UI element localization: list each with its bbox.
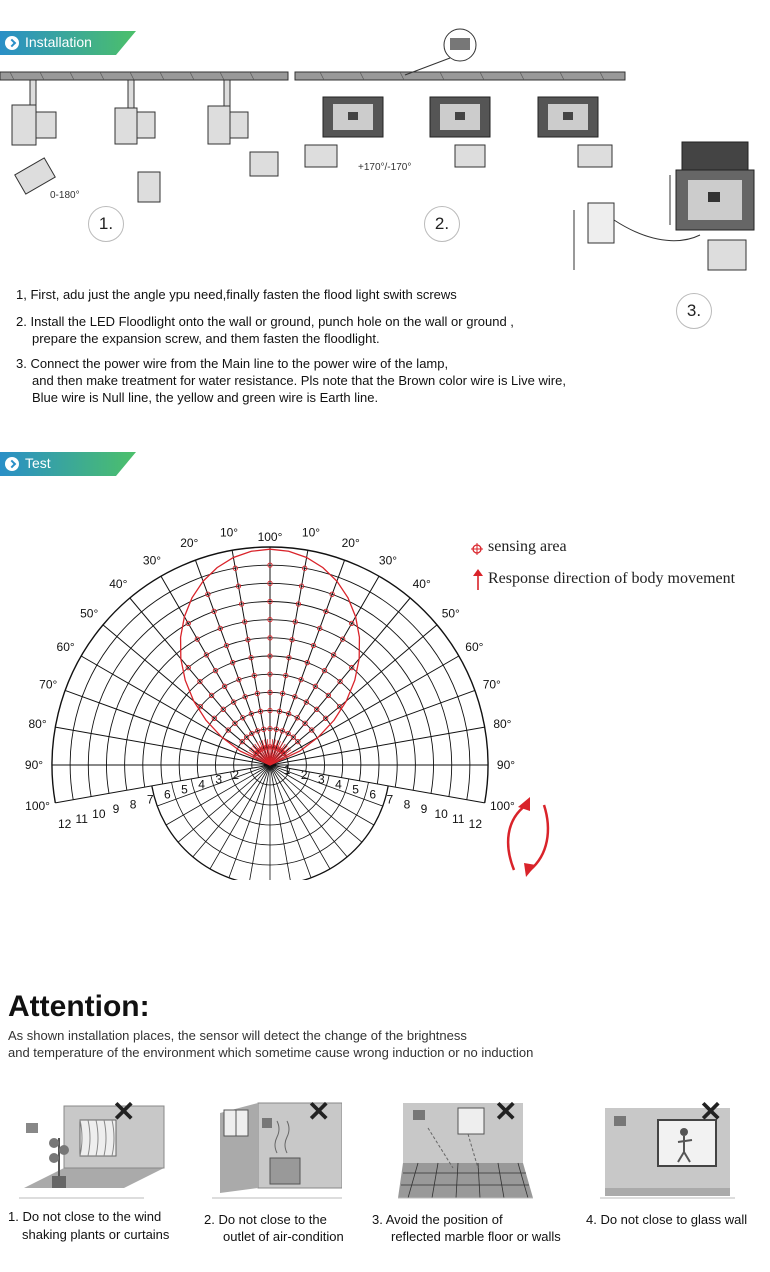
movement-arrows-icon	[500, 795, 560, 880]
caption-1-line-1: 1. Do not close to the wind	[8, 1209, 162, 1224]
angle-label-right-4: 40°	[412, 577, 431, 592]
distance-label-right-3: 4	[335, 777, 342, 792]
angle-label-left-8: 80°	[28, 717, 47, 732]
distance-label-right-5: 6	[369, 787, 377, 802]
legend-response-direction: Response direction of body movement	[488, 570, 736, 587]
chevron-right-icon	[5, 457, 19, 471]
instruction-2b: prepare the expansion screw, and them fasten the floodlight.	[32, 331, 380, 346]
x-mark-icon: ✕	[307, 1096, 331, 1127]
angle-label-right-5: 50°	[441, 606, 460, 621]
distance-label-left-0: 12	[57, 816, 72, 831]
caption-2-line-1: 2. Do not close to the	[204, 1212, 327, 1227]
distance-label-right-1: 2	[300, 767, 308, 782]
angle-label-left-2: 20°	[180, 536, 199, 551]
instruction-3c: Blue wire is Null line, the yellow and green wire is Earth line.	[32, 390, 379, 405]
distance-label-left-3: 9	[112, 802, 120, 817]
legend-sensing-area: sensing area	[488, 538, 567, 555]
distance-label-left-9: 3	[215, 772, 223, 787]
instruction-2a: 2. Install the LED Floodlight onto the wall or ground, punch hole on the wall or ground ,	[16, 314, 514, 329]
test-section-tab	[0, 452, 136, 476]
distance-label-right-11: 12	[468, 816, 483, 831]
distance-label-right-9: 10	[434, 807, 448, 822]
angle-label-left-7: 70°	[39, 677, 58, 692]
sensing-area-icon	[470, 542, 484, 556]
angle-label-left-4: 40°	[109, 577, 128, 592]
caption-1-line-2: shaking plants or curtains	[22, 1227, 170, 1242]
instruction-3a: 3. Connect the power wire from the Main line to the power wire of the lamp,	[16, 356, 449, 371]
angle-label-right-6: 60°	[465, 640, 484, 654]
distance-label-right-4: 5	[352, 782, 359, 797]
distance-label-left-8: 4	[198, 777, 205, 792]
distance-label-right-6: 7	[386, 792, 394, 807]
x-mark-icon: ✕	[112, 1096, 136, 1127]
angle-label-right-8: 80°	[493, 717, 512, 732]
x-mark-icon: ✕	[699, 1096, 723, 1127]
step-number-1: 1.	[88, 206, 124, 242]
angle-label-0-180: 0-180°	[50, 190, 80, 201]
attention-body-line-1: As shown installation places, the sensor will detect the change of the brightness	[8, 1028, 467, 1043]
angle-label-left-9: 90°	[24, 758, 44, 772]
attention-title: Attention:	[8, 990, 150, 1023]
angle-label-left-1: 10°	[219, 525, 239, 540]
distance-label-left-6: 6	[163, 787, 171, 802]
distance-label-left-7: 5	[181, 782, 188, 797]
distance-label-left-1: 11	[75, 811, 88, 826]
distance-label-right-8: 9	[420, 802, 428, 817]
angle-label-170: +170°/-170°	[358, 162, 412, 173]
installation-tab-label: Installation	[25, 34, 92, 50]
distance-label-right-7: 8	[403, 797, 411, 812]
step-number-2: 2.	[424, 206, 460, 242]
sensing-polar-diagram	[0, 500, 770, 880]
caption-3-line-2: reflected marble floor or walls	[391, 1229, 561, 1244]
step-number-3: 3.	[676, 293, 712, 329]
distance-label-left-2: 10	[92, 807, 106, 822]
angle-label-right-3: 30°	[378, 553, 398, 568]
angle-label-left-3: 30°	[142, 553, 162, 568]
angle-label-right-1: 10°	[301, 525, 321, 540]
distance-label-left-10: 2	[232, 767, 240, 782]
angle-label-right-2: 20°	[341, 536, 360, 551]
angle-label-top: 100°	[257, 530, 283, 544]
distance-label-right-2: 3	[317, 772, 325, 787]
caption-4-line-1: 4. Do not close to glass wall	[586, 1212, 748, 1227]
caption-2-line-2: outlet of air-condition	[223, 1229, 344, 1244]
distance-label-left-5: 7	[146, 792, 154, 807]
angle-label-left-6: 60°	[56, 640, 75, 654]
x-mark-icon: ✕	[494, 1096, 518, 1127]
caption-3-line-1: 3. Avoid the position of	[372, 1212, 503, 1227]
card-1-plants-illustration	[14, 1098, 174, 1200]
distance-label-right-0: 1	[283, 762, 291, 777]
instruction-1: 1, First, adu just the angle ypu need,finally fasten the flood light swith screws	[16, 287, 457, 302]
installation-illustration	[0, 20, 770, 280]
angle-label-left-5: 50°	[80, 606, 99, 621]
test-tab-label: Test	[25, 455, 51, 471]
angle-label-right-9: 90°	[496, 758, 516, 772]
angle-label-right-10: 100°	[490, 798, 515, 813]
attention-body-line-2: and temperature of the environment which sometime cause wrong induction or no induction	[8, 1045, 534, 1060]
distance-label-right-10: 11	[452, 811, 465, 826]
arrow-up-icon	[472, 569, 484, 591]
angle-label-right-7: 70°	[482, 677, 501, 692]
distance-label-left-4: 8	[129, 797, 137, 812]
angle-label-left-10: 100°	[25, 798, 50, 813]
instruction-3b: and then make treatment for water resistance. Pls note that the Brown color wire is Live wire,	[32, 373, 566, 388]
